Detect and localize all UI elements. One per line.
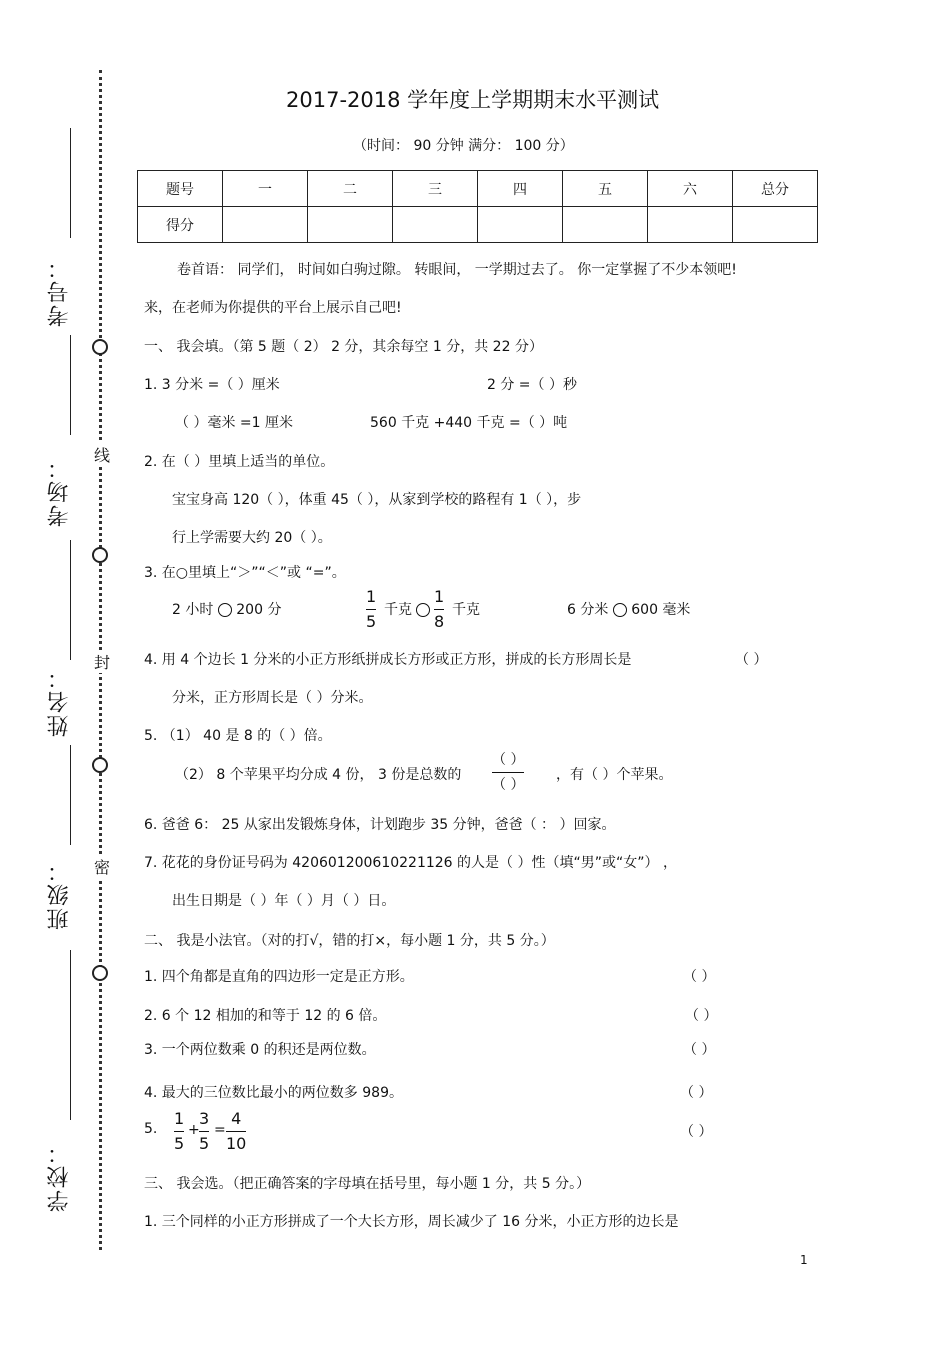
table-header: 一 [223, 171, 308, 207]
fraction-1-5 [366, 587, 376, 632]
binding-circle [92, 547, 108, 563]
table-header: 五 [563, 171, 648, 207]
binding-circle [92, 757, 108, 773]
name-line [70, 540, 71, 660]
fraction-bar [199, 1131, 209, 1132]
q3-a-left: 2 小时 [172, 602, 214, 618]
binding-circle [92, 965, 108, 981]
label-kaochang: 考场： [47, 455, 72, 527]
table-header: 六 [648, 171, 733, 207]
tf-item-4: 4. 最大的三位数比最小的两位数多 989。 [144, 1085, 403, 1101]
q7-line2: 出生日期是（ ）年（ ）月（ ）日。 [172, 893, 396, 909]
tf-answer-paren: （ ） [685, 1008, 718, 1024]
q6: 6. 爸爸 6： 25 从家出发锻炼身体，计划跑步 35 分钟，爸爸（ ： ）回家。 [144, 817, 616, 833]
row-label: 得分 [138, 207, 223, 243]
numerator: 1 [174, 1109, 185, 1128]
q1-part-d: 560 千克 +440 千克 =（ ）吨 [370, 415, 568, 431]
q4-line1: 4. 用 4 个边长 1 分米的小正方形纸拼成长方形或正方形，拼成的长方形周长是 [144, 652, 632, 668]
numerator-blank: （ ） [492, 752, 525, 768]
binding-circle [92, 339, 108, 355]
class-line [70, 745, 71, 845]
plus-sign: + [188, 1122, 200, 1138]
tf-item-1: 1. 四个角都是直角的四边形一定是正方形。 [144, 969, 414, 985]
q1-part-b: 2 分 =（ ）秒 [487, 377, 577, 393]
compare-circle[interactable] [613, 603, 627, 617]
q5-blank-fraction [492, 750, 524, 795]
q3-c-right: 600 毫米 [631, 602, 691, 618]
q3-b-middle [384, 599, 430, 619]
table-header: 题号 [138, 171, 223, 207]
table-header: 总分 [733, 171, 818, 207]
denominator: 10 [226, 1134, 247, 1153]
q3-a-right: 200 分 [236, 602, 282, 618]
label-class: 班级： [47, 858, 72, 930]
q5-part2: （2） 8 个苹果平均分成 4 份， 3 份是总数的 [175, 767, 462, 783]
q3: 3. 在○里填上“＞”“＜”或 “=”。 [144, 565, 346, 581]
label-name: 姓名： [47, 665, 72, 737]
page-number: 1 [800, 1253, 808, 1267]
numerator: 3 [199, 1109, 210, 1128]
label-school: 学校： [47, 1140, 72, 1212]
section2-heading: 二、 我是小法官。（对的打√，错的打×，每小题 1 分，共 5 分。） [144, 933, 555, 949]
kaochang-line [70, 335, 71, 435]
q3-b-unit1: 千克 [384, 602, 412, 618]
denominator: 8 [434, 612, 445, 631]
q4-paren: （ ） [735, 652, 768, 668]
tf-answer-paren: （ ） [680, 1124, 713, 1140]
preface-line1: 卷首语： 同学们， 时间如白驹过隙。 转眼间， 一学期过去了。 你一定掌握了不少本领吧! [177, 262, 737, 278]
section3-heading: 三、 我会选。（把正确答案的字母填在括号里，每小题 1 分，共 5 分。） [144, 1176, 591, 1192]
q1-part-a: 1. 3 分米 =（ ）厘米 [144, 377, 280, 393]
seal-mark-feng: 封 [94, 650, 110, 673]
q5-part2-tail: ，有（ ）个苹果。 [556, 767, 673, 783]
q3-c-left: 6 分米 [567, 602, 609, 618]
school-line [70, 950, 71, 1120]
seal-mark-xian: 线 [94, 443, 110, 466]
table-header: 三 [393, 171, 478, 207]
score-cell[interactable] [648, 207, 733, 243]
numerator: 4 [231, 1109, 242, 1128]
tf-answer-paren: （ ） [683, 969, 716, 985]
score-cell[interactable] [733, 207, 818, 243]
score-cell[interactable] [478, 207, 563, 243]
q3-compare-a [172, 599, 281, 619]
q3-b-unit2: 千克 [452, 602, 480, 618]
denominator-blank: （ ） [492, 777, 525, 793]
compare-circle[interactable] [416, 603, 430, 617]
denominator: 5 [366, 612, 377, 631]
tf-item-3: 3. 一个两位数乘 0 的积还是两位数。 [144, 1042, 376, 1058]
label-kaohao: 考号： [47, 255, 72, 327]
score-cell[interactable] [223, 207, 308, 243]
table-header: 四 [478, 171, 563, 207]
fraction-bar [226, 1131, 246, 1132]
fraction-bar [492, 772, 524, 773]
kaohao-line [70, 128, 71, 238]
q2: 2. 在（ ）里填上适当的单位。 [144, 454, 335, 470]
fraction-1-5 [174, 1109, 184, 1154]
equals-sign: = [214, 1122, 226, 1138]
score-cell[interactable] [393, 207, 478, 243]
tf-answer-paren: （ ） [680, 1085, 713, 1101]
q4-line2: 分米，正方形周长是（ ）分米。 [172, 690, 373, 706]
fraction-3-5 [199, 1109, 209, 1154]
seal-mark-mi: 密 [94, 855, 110, 878]
preface-line2: 来，在老师为你提供的平台上展示自己吧! [144, 300, 402, 316]
q2-line1: 宝宝身高 120（ ），体重 45（ ），从家到学校的路程有 1（ ），步 [172, 492, 582, 508]
q3-compare-c [567, 599, 690, 619]
table-header: 二 [308, 171, 393, 207]
fraction-bar [174, 1131, 184, 1132]
fraction-bar [434, 609, 444, 610]
denominator: 5 [174, 1134, 185, 1153]
score-table [137, 170, 818, 243]
tf-answer-paren: （ ） [683, 1042, 716, 1058]
table-row [138, 171, 818, 207]
fraction-4-10 [226, 1109, 246, 1154]
score-cell[interactable] [563, 207, 648, 243]
page-title: 2017-2018 学年度上学期期末水平测试 [286, 88, 660, 112]
section1-heading: 一、 我会填。（第 5 题（ 2） 2 分，其余每空 1 分，共 22 分） [144, 339, 543, 355]
q2-line2: 行上学需要大约 20（ ）。 [172, 530, 332, 546]
section3-q1: 1. 三个同样的小正方形拼成了一个大长方形，周长减少了 16 分米，小正方形的边长是 [144, 1214, 679, 1230]
table-row [138, 207, 818, 243]
score-cell[interactable] [308, 207, 393, 243]
tf-item-5: 5. [144, 1121, 158, 1137]
numerator: 1 [434, 587, 445, 606]
numerator: 1 [366, 587, 377, 606]
q5-part1: 5. （1） 40 是 8 的（ ）倍。 [144, 728, 332, 744]
denominator: 5 [199, 1134, 210, 1153]
tf-item-2: 2. 6 个 12 相加的和等于 12 的 6 倍。 [144, 1008, 387, 1024]
compare-circle[interactable] [218, 603, 232, 617]
q7-line1: 7. 花花的身份证号码为 420601200610221126 的人是（ ）性（填“男”或“女”） ， [144, 855, 677, 871]
q1-part-c: （ ）毫米 =1 厘米 [175, 415, 293, 431]
fraction-bar [366, 609, 376, 610]
time-info: （时间： 90 分钟 满分： 100 分） [353, 138, 574, 154]
fraction-1-8 [434, 587, 444, 632]
